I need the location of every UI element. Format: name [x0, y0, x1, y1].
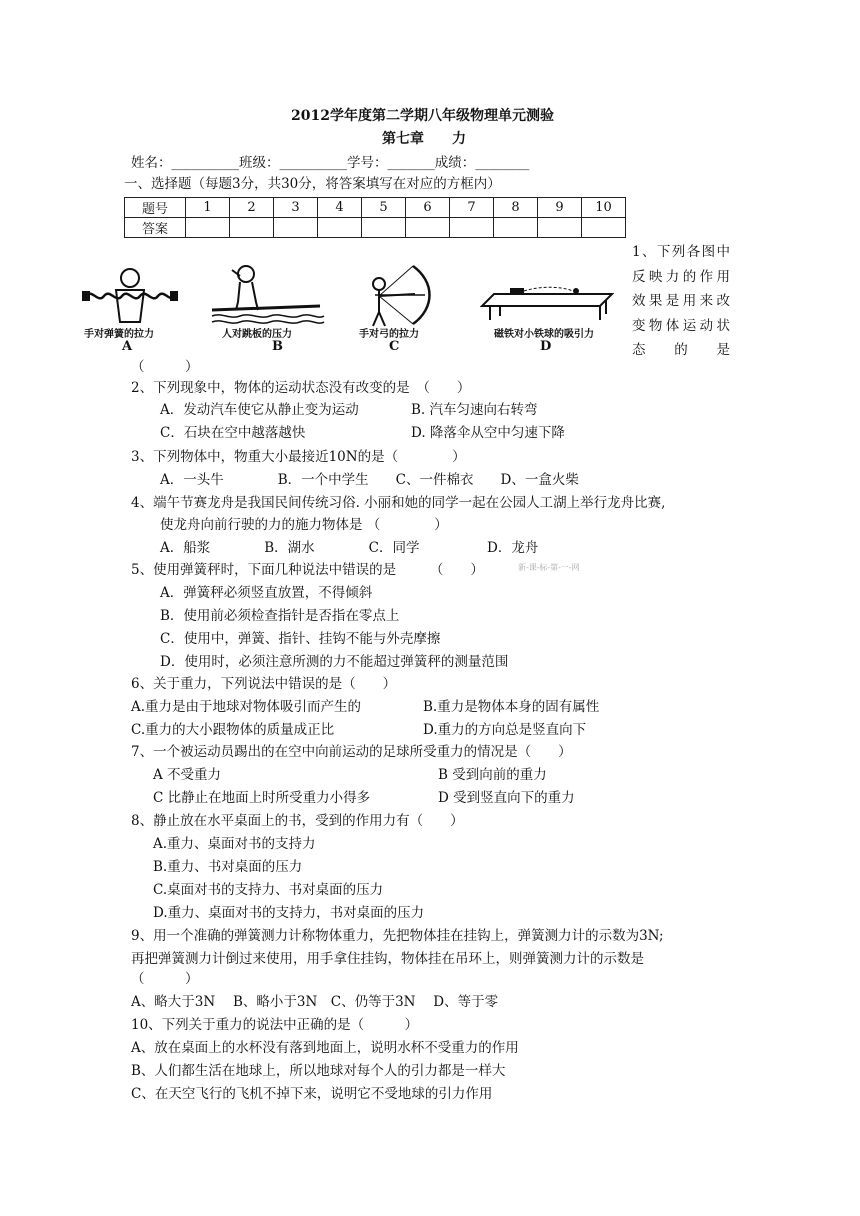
- figure-a-spring: [80, 262, 180, 354]
- q8-option-b: B.重力、书对桌面的压力: [153, 859, 303, 875]
- table-cell: 7: [450, 198, 494, 218]
- q6-option-c: C.重力的大小跟物体的质量成正比: [131, 722, 335, 738]
- q1-stem-line: 变物体运动状: [632, 317, 730, 334]
- q9-stem-line2: 再把弹簧测力计倒过来使用，用手拿住挂钩，物体挂在吊环上，则弹簧测力计的示数是: [131, 951, 644, 967]
- q3-options: A．一头牛 B．一个中学生 C、一件棉衣 D、一盒火柴: [160, 472, 579, 488]
- section-heading: 一、选择题（每题3分，共30分，将答案填写在对应的方框内）: [124, 176, 501, 192]
- answer-cell[interactable]: [406, 218, 450, 238]
- answer-cell[interactable]: [538, 218, 582, 238]
- q10-option-c: C、在天空飞行的飞机不掉下来，说明它不受地球的引力作用: [131, 1086, 493, 1102]
- table-cell: 10: [582, 198, 626, 218]
- q7-option-a: A 不受重力: [153, 767, 222, 783]
- figure-letter: C: [389, 339, 400, 354]
- answer-cell[interactable]: [582, 218, 626, 238]
- q1-stem-line: 态 的 是: [632, 342, 730, 358]
- q10-option-b: B、人们都生活在地球上，所以地球对每个人的引力都是一样大: [131, 1063, 506, 1079]
- answer-cell[interactable]: [318, 218, 362, 238]
- q5-option-c: C．使用中，弹簧、指针、挂钩不能与外壳摩擦: [160, 631, 441, 647]
- q5-option-d: D．使用时，必须注意所测的力不能超过弹簧秤的测量范围: [160, 654, 509, 670]
- q8-stem: 8、静止放在水平桌面上的书，受到的作用力有（ ）: [131, 813, 464, 829]
- table-cell: 5: [362, 198, 406, 218]
- q2-option-b: B. 汽车匀速向右转弯: [411, 402, 538, 418]
- q2-stem: 2、下列现象中，物体的运动状态没有改变的是 （ ）: [131, 380, 471, 396]
- q4-options: A．船浆 B．湖水 C．同学 D．龙舟: [160, 540, 539, 556]
- q6-stem: 6、关于重力，下列说法中错误的是（ ）: [131, 676, 397, 692]
- answer-cell[interactable]: [230, 218, 274, 238]
- table-cell: 6: [406, 198, 450, 218]
- table-header-cell: 答案: [125, 218, 186, 238]
- answer-table: [124, 197, 626, 238]
- chapter-title: 第七章 力: [382, 131, 466, 147]
- q3-stem: 3、下列物体中，物重大小最接近10N的是（ ）: [131, 449, 466, 465]
- q9-stem-line1: 9、用一个准确的弹簧测力计称物体重力，先把物体挂在挂钩上，弹簧测力计的示数为3N;: [131, 928, 664, 944]
- table-cell: 2: [230, 198, 274, 218]
- q9-options: A、略大于3N B、略小于3N C、仍等于3N D、等于零: [131, 994, 499, 1010]
- answer-cell[interactable]: [186, 218, 230, 238]
- q1-stem-line: 反映力的作用: [632, 268, 730, 285]
- q8-option-d: D.重力、桌面对书的支持力，书对桌面的压力: [153, 905, 425, 921]
- exam-title: 2012学年度第二学期八年级物理单元测验: [291, 108, 554, 124]
- table-row-numbers: [125, 198, 626, 218]
- table-cell: 8: [494, 198, 538, 218]
- table-row-answers: [125, 218, 626, 238]
- q6-option-a: A.重力是由于地球对物体吸引而产生的: [131, 699, 362, 715]
- q6-option-d: D.重力的方向总是竖直向下: [423, 722, 587, 738]
- figure-b-diving-board: [210, 262, 325, 354]
- table-cell: 9: [538, 198, 582, 218]
- q7-option-c: C 比静止在地面上时所受重力小得多: [153, 790, 371, 806]
- table-cell: 4: [318, 198, 362, 218]
- q6-option-b: B.重力是物体本身的固有属性: [423, 699, 600, 715]
- q4-stem-line2: 使龙舟向前行驶的力的施力物体是 （ ）: [160, 517, 448, 533]
- q8-option-c: C.桌面对书的支持力、书对桌面的压力: [153, 882, 384, 898]
- answer-cell[interactable]: [494, 218, 538, 238]
- figure-caption: 手对弹簧的拉力: [84, 329, 154, 340]
- q1-stem-line: 效果是用来改: [632, 293, 730, 309]
- figure-caption: 手对弓的拉力: [359, 329, 419, 340]
- figure-d-magnet: [480, 262, 620, 354]
- q10-stem: 10、下列关于重力的说法中正确的是（ ）: [131, 1017, 419, 1033]
- q7-option-d: D 受到竖直向下的重力: [438, 790, 575, 806]
- answer-cell[interactable]: [274, 218, 318, 238]
- q7-stem: 7、一个被运动员踢出的在空中向前运动的足球所受重力的情况是（ ）: [131, 744, 572, 760]
- q2-option-c: C．石块在空中越落越快: [160, 425, 306, 441]
- q1-stem: [632, 240, 730, 363]
- q1-stem-line: 1、下列各图中: [632, 244, 730, 260]
- figure-caption: 人对跳板的压力: [222, 329, 292, 340]
- figure-letter: D: [540, 339, 552, 354]
- q9-answer-paren: （ ）: [131, 971, 199, 987]
- table-cell: 1: [186, 198, 230, 218]
- q7-option-b: B 受到向前的重力: [438, 767, 547, 783]
- table-cell: 3: [274, 198, 318, 218]
- q5-option-a: A．弹簧秤必须竖直放置，不得倾斜: [160, 585, 373, 601]
- figure-letter: A: [122, 339, 133, 354]
- watermark: 新-课-标-第-一-网: [518, 563, 580, 572]
- figure-caption: 磁铁对小铁球的吸引力: [494, 329, 594, 340]
- figure-letter: B: [272, 339, 283, 354]
- answer-cell[interactable]: [450, 218, 494, 238]
- q5-stem: 5、使用弹簧秤时，下面几种说法中错误的是 （ ）: [131, 562, 484, 578]
- q2-option-a: A．发动汽车使它从静止变为运动: [160, 402, 359, 418]
- student-info-line: 姓名：__________班级：__________学号：_______成绩：________: [131, 155, 530, 171]
- answer-cell[interactable]: [362, 218, 406, 238]
- q4-stem-line1: 4、端午节赛龙舟是我国民间传统习俗. 小丽和她的同学一起在公园人工湖上举行龙舟比赛,: [131, 495, 666, 511]
- table-header-cell: 题号: [125, 198, 186, 218]
- q5-option-b: B．使用前必须检查指针是否指在零点上: [160, 608, 400, 624]
- q2-option-d: D. 降落伞从空中匀速下降: [411, 425, 565, 441]
- q10-option-a: A、放在桌面上的水杯没有落到地面上，说明水杯不受重力的作用: [131, 1040, 519, 1056]
- q8-option-a: A.重力、桌面对书的支持力: [153, 836, 316, 852]
- q1-answer-paren: （ ）: [131, 359, 199, 375]
- figure-c-bow: [355, 262, 440, 354]
